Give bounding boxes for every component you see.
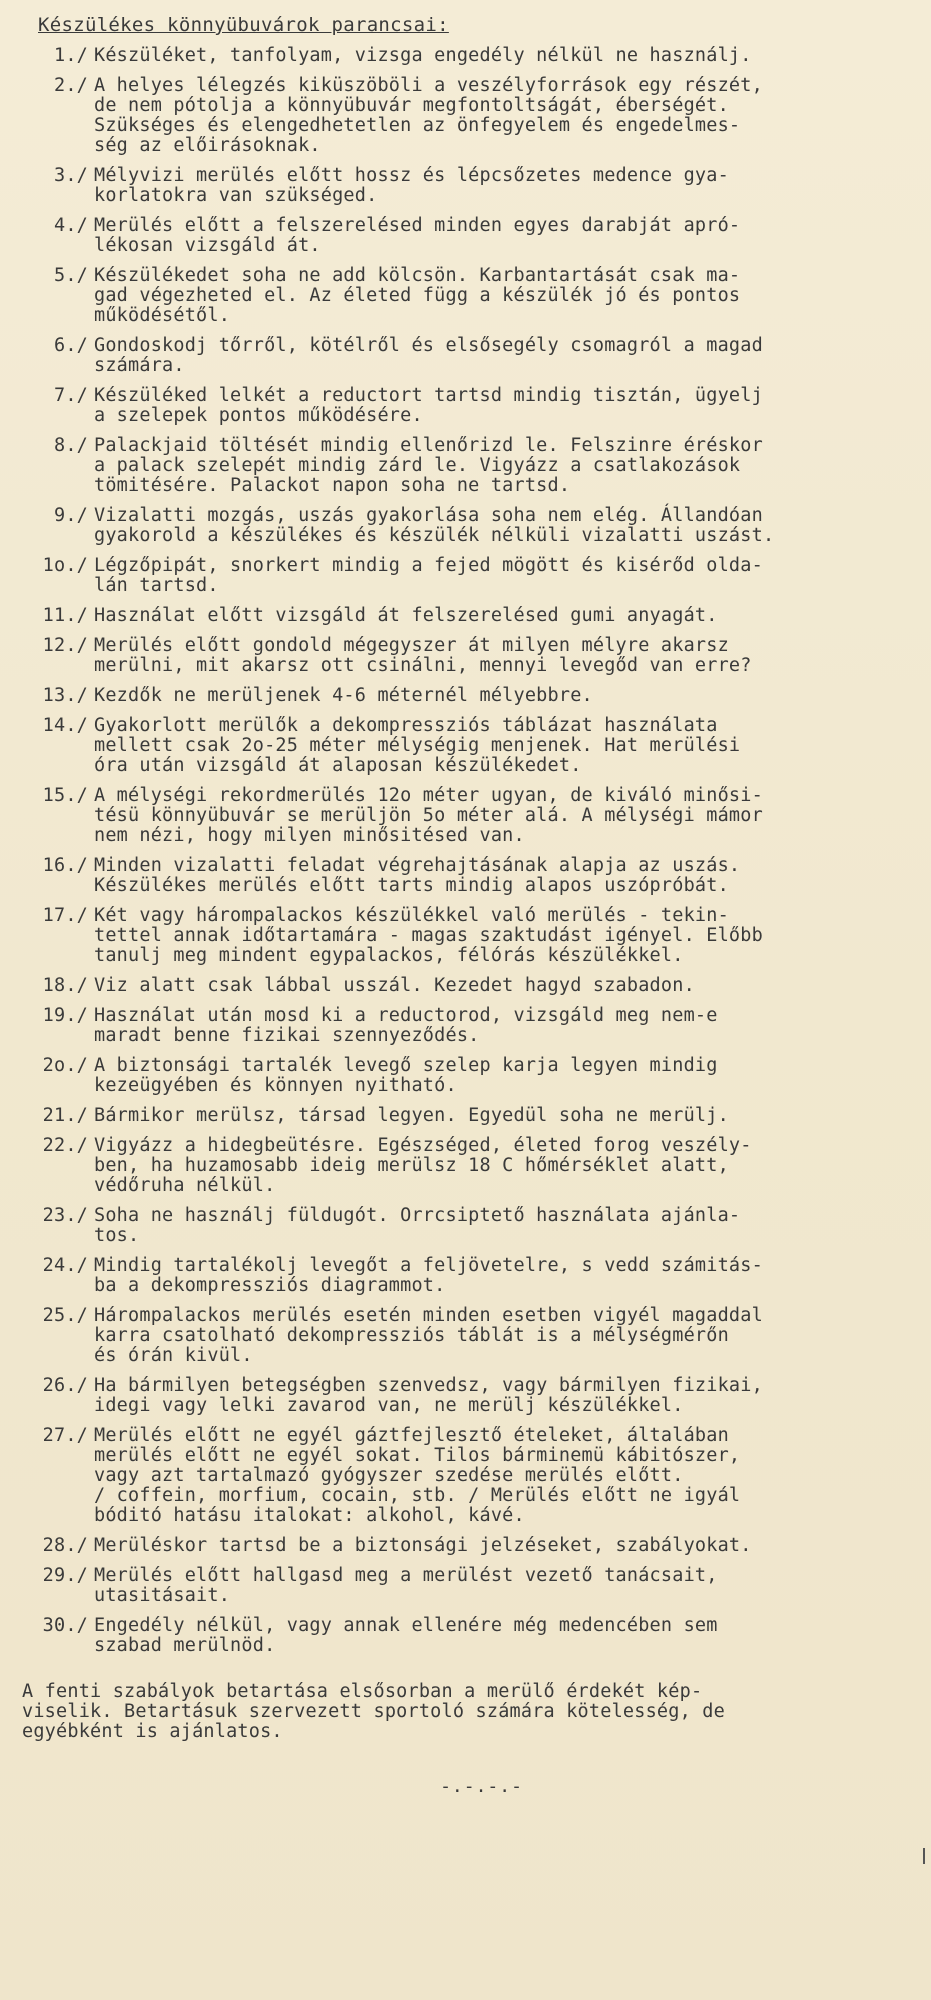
rule-number: 3./ [53, 165, 88, 186]
rule-text: Soha ne használj füldugót. Orrcsiptető használata ajánla- tos. [94, 1205, 741, 1246]
rule-number: 2./ [53, 75, 88, 96]
rule-text: Merülés előtt a felszerelésed minden egyes darabját apró- lékosan vizsgáld át. [94, 215, 741, 256]
rule-item [22, 1206, 901, 1246]
rule-item [22, 1256, 901, 1296]
rule-text: Merülés előtt gondold mégegyszer át milyen mélyre akarsz merülni, mit akarsz ott csinálni, mennyi levegőd van erre? [94, 635, 752, 676]
rule-item [22, 1426, 901, 1526]
closing-paragraph: A fenti szabályok betartása elsősorban a merülő érdekét kép- viselik. Betartásuk szervezett sportoló számára kötelesség, de egyébként is ajánlatos. [22, 1681, 725, 1742]
rule-text: Készüléked lelkét a reductort tartsd mindig tisztán, ügyelj a szelepek pontos működésére. [94, 385, 763, 426]
rule-item [22, 76, 901, 156]
rule-text: Minden vizalatti feladat végrehajtásának alapja az uszás. Készülékes merülés előtt tarts mindig alapos uszópróbát. [94, 855, 741, 896]
rule-number: 18./ [42, 975, 88, 996]
rule-number: 5./ [53, 265, 88, 286]
rule-text: Palackjaid töltését mindig ellenőrizd le. Felszinre éréskor a palack szelepét mindig zárd le. Vigyázz a csatlakozások tömitésére. Palackot napon soha ne tartsd. [94, 435, 763, 496]
rule-number: 8./ [53, 435, 88, 456]
rule-item [22, 216, 901, 256]
rule-item [22, 266, 901, 326]
rule-number: 1./ [53, 45, 88, 66]
rule-text: Használat után mosd ki a reductorod, vizsgáld meg nem-e maradt benne fizikai szennyeződés. [94, 1005, 718, 1046]
rule-number: 17./ [42, 905, 88, 926]
rule-number: 9./ [53, 505, 88, 526]
rule-number: 13./ [42, 685, 88, 706]
rule-number: 22./ [42, 1135, 88, 1156]
rule-item [22, 906, 901, 966]
rule-number: 6./ [53, 335, 88, 356]
rule-item [22, 506, 901, 546]
rule-number: 14./ [42, 715, 88, 736]
rule-text: A biztonsági tartalék levegő szelep karja legyen mindig kezeügyében és könnyen nyitható. [94, 1055, 718, 1096]
rule-item [22, 1566, 901, 1606]
rule-item [22, 606, 901, 626]
rule-text: Merülés előtt ne egyél gáztfejlesztő ételeket, általában merülés előtt ne egyél sokat. Tilos bárminemü kábitószer, vagy azt tartalmazó gyógyszer szedése merülés előtt. / coffein, morfium, cocain, stb. / Merülés előtt ne igyál bóditó hatásu italokat: alkohol, kávé. [94, 1425, 741, 1526]
rule-text: Ha bármilyen betegségben szenvedsz, vagy bármilyen fizikai, idegi vagy lelki zavarod van, ne merülj készülékkel. [94, 1375, 763, 1416]
rule-item [22, 46, 901, 66]
rule-text: Bármikor merülsz, társad legyen. Egyedül soha ne merülj. [94, 1105, 729, 1126]
rule-number: 15./ [42, 785, 88, 806]
rule-item [22, 636, 901, 676]
rule-item [22, 1106, 901, 1126]
rule-number: 25./ [42, 1305, 88, 1326]
rule-item [22, 436, 901, 496]
rule-item [22, 1136, 901, 1196]
rule-text: Gondoskodj tőrről, kötélről és elsősegély csomagról a magad számára. [94, 335, 763, 376]
rule-text: Merüléskor tartsd be a biztonsági jelzéseket, szabályokat. [94, 1535, 752, 1556]
rule-item [22, 1056, 901, 1096]
rule-item [22, 166, 901, 206]
rule-text: Használat előtt vizsgáld át felszerelésed gumi anyagát. [94, 605, 718, 626]
rule-item [22, 786, 901, 846]
rule-number: 16./ [42, 855, 88, 876]
rule-text: A mélységi rekordmerülés 12o méter ugyan, de kiváló minősi- tésü könnyübuvár se merüljön 5o méter alá. A mélységi mámor nem nézi, hogy milyen minősitésed van. [94, 785, 763, 846]
rule-text: Két vagy hárompalackos készülékkel való merülés - tekin- tettel annak időtartamára - magas szaktudást igényel. Előbb tanulj meg mindent egypalackos, félórás készülékkel. [94, 905, 763, 966]
rule-number: 23./ [42, 1205, 88, 1226]
rule-text: Hárompalackos merülés esetén minden esetben vigyél magaddal karra csatolható dekompressziós táblát is a mélységmérőn és órán kivül. [94, 1305, 763, 1366]
rule-item [22, 1306, 901, 1366]
rule-item [22, 1536, 901, 1556]
rule-text: Gyakorlott merülők a dekompressziós táblázat használata mellett csak 2o-25 méter mélységig menjenek. Hat merülési óra után vizsgáld át alaposan készülékedet. [94, 715, 741, 776]
margin-mark [923, 1848, 925, 1864]
rule-text: Viz alatt csak lábbal usszál. Kezedet hagyd szabadon. [94, 975, 695, 996]
rule-number: 1o./ [42, 555, 88, 576]
rule-number: 30./ [42, 1615, 88, 1636]
rule-text: Készüléket, tanfolyam, vizsga engedély nélkül ne használj. [94, 45, 752, 66]
rule-number: 24./ [42, 1255, 88, 1276]
rules-list [22, 46, 901, 1656]
rule-number: 19./ [42, 1005, 88, 1026]
rule-item [22, 856, 901, 896]
rule-text: Készülékedet soha ne add kölcsön. Karbantartását csak ma- gad végezheted el. Az életed függ a készülék jó és pontos működésétől. [94, 265, 741, 326]
rule-number: 11./ [42, 605, 88, 626]
rule-text: Vigyázz a hidegbeütésre. Egészséged, életed forog veszély- ben, ha huzamosabb ideig merülsz 18 C hőmérséklet alatt, védőruha nélkül. [94, 1135, 752, 1196]
rule-item [22, 556, 901, 596]
rule-text: Kezdők ne merüljenek 4-6 méternél mélyebbre. [94, 685, 593, 706]
rule-item [22, 716, 901, 776]
rule-item [22, 336, 901, 376]
rule-text: Merülés előtt hallgasd meg a merülést vezető tanácsait, utasitásait. [94, 1565, 718, 1606]
rule-text: Engedély nélkül, vagy annak ellenére még medencében sem szabad merülnöd. [94, 1615, 718, 1656]
rule-number: 29./ [42, 1565, 88, 1586]
rule-number: 4./ [53, 215, 88, 236]
rule-text: Vizalatti mozgás, uszás gyakorlása soha nem elég. Állandóan gyakorold a készülékes és készülék nélküli vizalatti uszást. [94, 505, 775, 546]
rule-text: Mélyvizi merülés előtt hossz és lépcsőzetes medence gya- korlatokra van szükséged. [94, 165, 729, 206]
rule-number: 27./ [42, 1425, 88, 1446]
rule-item [22, 686, 901, 706]
end-mark: -.-.-.- [440, 1776, 523, 1797]
rule-item [22, 386, 901, 426]
page-title: Készülékes könnyübuvárok parancsai: [38, 14, 449, 36]
rule-number: 12./ [42, 635, 88, 656]
rule-number: 28./ [42, 1535, 88, 1556]
rule-item [22, 1006, 901, 1046]
rule-text: Légzőpipát, snorkert mindig a fejed mögött és kisérőd olda- lán tartsd. [94, 555, 763, 596]
rule-item [22, 1376, 901, 1416]
rule-number: 7./ [53, 385, 88, 406]
rule-text: Mindig tartalékolj levegőt a feljövetelre, s vedd számitás- ba a dekompressziós diagrammot. [94, 1255, 763, 1296]
rule-number: 21./ [42, 1105, 88, 1126]
rule-text: A helyes lélegzés kiküszöböli a veszélyforrások egy részét, de nem pótolja a könnyübuvár megfontoltságát, éberségét. Szükséges és elengedhetetlen az önfegyelem és engedelmes- ség az előirásoknak. [94, 75, 763, 156]
rule-number: 2o./ [42, 1055, 88, 1076]
rule-number: 26./ [42, 1375, 88, 1396]
rule-item [22, 976, 901, 996]
rule-item [22, 1616, 901, 1656]
